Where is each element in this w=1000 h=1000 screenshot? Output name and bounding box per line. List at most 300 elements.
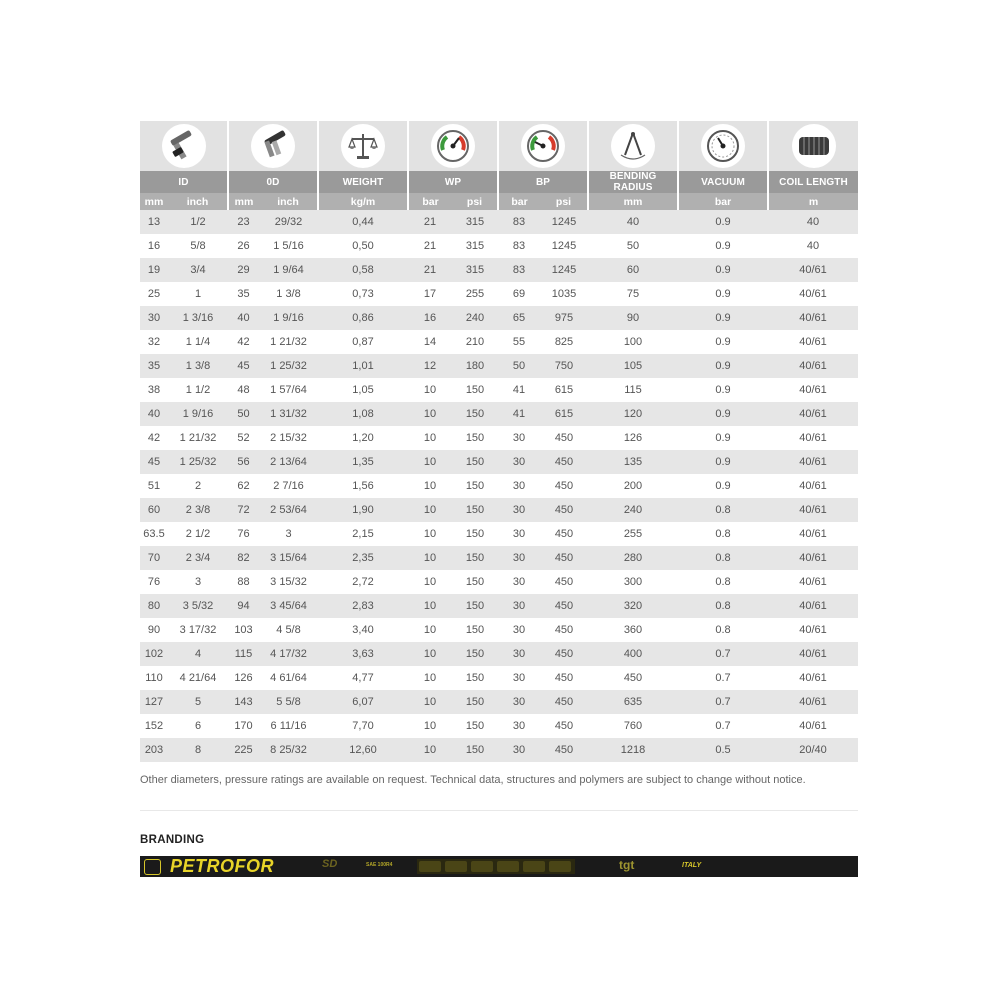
- table-cell: 105: [588, 354, 678, 378]
- table-cell: 450: [588, 666, 678, 690]
- table-cell: 1218: [588, 738, 678, 762]
- table-cell: 150: [452, 594, 498, 618]
- table-cell: 40/61: [768, 522, 858, 546]
- table-cell: 42: [140, 426, 168, 450]
- unit-header: mm: [228, 193, 259, 210]
- table-row: [140, 618, 858, 642]
- table-cell: 1 9/64: [259, 258, 318, 282]
- table-cell: 0.9: [678, 258, 768, 282]
- divider: [140, 810, 858, 811]
- table-cell: 280: [588, 546, 678, 570]
- column-group-header: WP: [408, 171, 498, 193]
- table-cell: 56: [228, 450, 259, 474]
- table-cell: 23: [228, 210, 259, 234]
- table-cell: 40/61: [768, 570, 858, 594]
- table-cell: 3: [259, 522, 318, 546]
- table-cell: 10: [408, 498, 452, 522]
- table-cell: 102: [140, 642, 168, 666]
- table-cell: 45: [140, 450, 168, 474]
- table-cell: 1 57/64: [259, 378, 318, 402]
- table-cell: 103: [228, 618, 259, 642]
- table-cell: 0.9: [678, 402, 768, 426]
- table-cell: 150: [452, 546, 498, 570]
- table-cell: 3,63: [318, 642, 408, 666]
- table-cell: 76: [140, 570, 168, 594]
- table-cell: 3/4: [168, 258, 228, 282]
- table-cell: 1 25/32: [259, 354, 318, 378]
- table-cell: 40/61: [768, 690, 858, 714]
- table-cell: 90: [588, 306, 678, 330]
- table-cell: 40/61: [768, 642, 858, 666]
- column-group-header: 0D: [228, 171, 318, 193]
- table-cell: 1 3/8: [168, 354, 228, 378]
- table-cell: 315: [452, 258, 498, 282]
- table-cell: 150: [452, 378, 498, 402]
- table-row: [140, 354, 858, 378]
- table-cell: 41: [498, 378, 540, 402]
- table-cell: 0.9: [678, 330, 768, 354]
- table-cell: 65: [498, 306, 540, 330]
- table-cell: 2,15: [318, 522, 408, 546]
- table-cell: 40/61: [768, 594, 858, 618]
- table-cell: 10: [408, 378, 452, 402]
- table-cell: 170: [228, 714, 259, 738]
- table-cell: 10: [408, 738, 452, 762]
- table-cell: 40/61: [768, 330, 858, 354]
- table-cell: 0,87: [318, 330, 408, 354]
- table-cell: 10: [408, 690, 452, 714]
- table-cell: 0.8: [678, 594, 768, 618]
- unit-header: bar: [408, 193, 452, 210]
- table-body: [140, 210, 858, 762]
- table-cell: 40: [768, 234, 858, 258]
- table-row: [140, 594, 858, 618]
- table-cell: 0.7: [678, 690, 768, 714]
- vacuum-gauge-icon: [701, 124, 745, 168]
- table-cell: 240: [452, 306, 498, 330]
- table-cell: 0.8: [678, 546, 768, 570]
- table-cell: 150: [452, 402, 498, 426]
- table-cell: 5: [168, 690, 228, 714]
- table-cell: 120: [588, 402, 678, 426]
- table-cell: 30: [498, 666, 540, 690]
- table-cell: 200: [588, 474, 678, 498]
- table-cell: 0.9: [678, 354, 768, 378]
- table-cell: 150: [452, 522, 498, 546]
- table-cell: 300: [588, 570, 678, 594]
- table-cell: 1 21/32: [168, 426, 228, 450]
- unit-header: bar: [678, 193, 768, 210]
- hose-coil-icon: [792, 124, 836, 168]
- table-cell: 450: [540, 642, 588, 666]
- table-cell: 150: [452, 474, 498, 498]
- table-cell: 750: [540, 354, 588, 378]
- table-cell: 320: [588, 594, 678, 618]
- table-cell: 30: [498, 714, 540, 738]
- table-cell: 30: [498, 594, 540, 618]
- table-cell: 40/61: [768, 546, 858, 570]
- table-cell: 615: [540, 378, 588, 402]
- table-cell: 450: [540, 522, 588, 546]
- weight-icon-cell: [318, 121, 408, 171]
- table-cell: 450: [540, 498, 588, 522]
- table-row: [140, 546, 858, 570]
- table-cell: 0.7: [678, 642, 768, 666]
- brand-standard-label: SAE 100R4: [366, 862, 393, 868]
- table-cell: 72: [228, 498, 259, 522]
- brand-country-label: ITALY: [682, 862, 702, 869]
- table-cell: 10: [408, 618, 452, 642]
- table-cell: 38: [140, 378, 168, 402]
- table-cell: 1245: [540, 234, 588, 258]
- table-row: [140, 306, 858, 330]
- table-cell: 21: [408, 234, 452, 258]
- table-cell: 635: [588, 690, 678, 714]
- table-cell: 115: [228, 642, 259, 666]
- wp-icon-cell: [408, 121, 498, 171]
- table-cell: 203: [140, 738, 168, 762]
- spec-table: [140, 121, 858, 762]
- table-row: [140, 522, 858, 546]
- table-cell: 19: [140, 258, 168, 282]
- brand-logo-icon: [144, 859, 161, 875]
- table-cell: 1 3/16: [168, 306, 228, 330]
- table-cell: 76: [228, 522, 259, 546]
- table-cell: 1 9/16: [168, 402, 228, 426]
- table-cell: 40: [140, 402, 168, 426]
- table-cell: 1,56: [318, 474, 408, 498]
- branding-print-bar: [140, 856, 858, 877]
- table-cell: 150: [452, 666, 498, 690]
- table-cell: 2: [168, 474, 228, 498]
- table-cell: 12,60: [318, 738, 408, 762]
- column-group-header: WEIGHT: [318, 171, 408, 193]
- table-cell: 450: [540, 618, 588, 642]
- table-cell: 180: [452, 354, 498, 378]
- table-cell: 82: [228, 546, 259, 570]
- unit-header: m: [768, 193, 858, 210]
- table-cell: 0.8: [678, 498, 768, 522]
- table-row: [140, 426, 858, 450]
- table-cell: 6,07: [318, 690, 408, 714]
- table-cell: 400: [588, 642, 678, 666]
- table-cell: 100: [588, 330, 678, 354]
- table-cell: 10: [408, 666, 452, 690]
- table-cell: 4: [168, 642, 228, 666]
- table-cell: 110: [140, 666, 168, 690]
- table-row: [140, 378, 858, 402]
- table-cell: 40/61: [768, 378, 858, 402]
- table-row: [140, 330, 858, 354]
- table-cell: 0,44: [318, 210, 408, 234]
- table-cell: 225: [228, 738, 259, 762]
- table-cell: 6 11/16: [259, 714, 318, 738]
- table-cell: 4 61/64: [259, 666, 318, 690]
- pressure-gauge-icon: [521, 124, 565, 168]
- table-cell: 150: [452, 618, 498, 642]
- table-cell: 50: [588, 234, 678, 258]
- table-row: [140, 738, 858, 762]
- table-cell: 1/2: [168, 210, 228, 234]
- table-cell: 90: [140, 618, 168, 642]
- table-cell: 2,35: [318, 546, 408, 570]
- table-cell: 450: [540, 690, 588, 714]
- table-cell: 40/61: [768, 498, 858, 522]
- table-cell: 1 1/4: [168, 330, 228, 354]
- unit-header: mm: [140, 193, 168, 210]
- table-cell: 83: [498, 210, 540, 234]
- table-cell: 10: [408, 642, 452, 666]
- table-cell: 62: [228, 474, 259, 498]
- table-cell: 1 5/16: [259, 234, 318, 258]
- table-cell: 7,70: [318, 714, 408, 738]
- table-cell: 40/61: [768, 354, 858, 378]
- table-cell: 0.9: [678, 378, 768, 402]
- table-row: [140, 642, 858, 666]
- icon-row: [140, 121, 858, 171]
- table-cell: 0.9: [678, 306, 768, 330]
- table-cell: 1245: [540, 210, 588, 234]
- table-cell: 1,05: [318, 378, 408, 402]
- table-cell: 30: [498, 546, 540, 570]
- table-cell: 83: [498, 234, 540, 258]
- unit-header-row: [140, 193, 858, 210]
- table-cell: 10: [408, 426, 452, 450]
- table-row: [140, 570, 858, 594]
- table-cell: 0,50: [318, 234, 408, 258]
- table-cell: 1,01: [318, 354, 408, 378]
- branding-heading: BRANDING: [140, 834, 205, 846]
- table-row: [140, 210, 858, 234]
- table-cell: 16: [140, 234, 168, 258]
- caliper-icon: [162, 124, 206, 168]
- table-cell: 0,73: [318, 282, 408, 306]
- table-cell: 40/61: [768, 618, 858, 642]
- table-cell: 2 13/64: [259, 450, 318, 474]
- table-cell: 152: [140, 714, 168, 738]
- table-cell: 0.9: [678, 210, 768, 234]
- table-row: [140, 690, 858, 714]
- table-cell: 30: [498, 618, 540, 642]
- table-cell: 41: [498, 402, 540, 426]
- table-cell: 2,83: [318, 594, 408, 618]
- table-cell: 975: [540, 306, 588, 330]
- table-cell: 3: [168, 570, 228, 594]
- table-cell: 63.5: [140, 522, 168, 546]
- unit-header: mm: [588, 193, 678, 210]
- table-cell: 1: [168, 282, 228, 306]
- table-cell: 450: [540, 474, 588, 498]
- table-cell: 1,08: [318, 402, 408, 426]
- table-cell: 1 9/16: [259, 306, 318, 330]
- table-cell: 88: [228, 570, 259, 594]
- table-cell: 0,86: [318, 306, 408, 330]
- vacuum-icon-cell: [678, 121, 768, 171]
- table-row: [140, 402, 858, 426]
- table-cell: 143: [228, 690, 259, 714]
- table-cell: 21: [408, 258, 452, 282]
- table-cell: 45: [228, 354, 259, 378]
- table-cell: 0.9: [678, 450, 768, 474]
- table-cell: 1,20: [318, 426, 408, 450]
- od-icon-cell: [228, 121, 318, 171]
- table-cell: 0.5: [678, 738, 768, 762]
- table-cell: 32: [140, 330, 168, 354]
- table-cell: 40/61: [768, 258, 858, 282]
- table-cell: 29/32: [259, 210, 318, 234]
- bending-radius-icon-cell: [588, 121, 678, 171]
- table-cell: 450: [540, 714, 588, 738]
- table-cell: 8: [168, 738, 228, 762]
- table-cell: 2 3/8: [168, 498, 228, 522]
- table-cell: 35: [140, 354, 168, 378]
- table-cell: 42: [228, 330, 259, 354]
- table-cell: 40: [588, 210, 678, 234]
- table-cell: 2 1/2: [168, 522, 228, 546]
- table-cell: 40/61: [768, 666, 858, 690]
- table-cell: 40/61: [768, 714, 858, 738]
- maker-logo: tgt: [619, 858, 635, 872]
- table-cell: 4 17/32: [259, 642, 318, 666]
- table-cell: 2 53/64: [259, 498, 318, 522]
- table-cell: 40/61: [768, 450, 858, 474]
- table-cell: 360: [588, 618, 678, 642]
- table-cell: 60: [140, 498, 168, 522]
- table-cell: 150: [452, 738, 498, 762]
- table-row: [140, 282, 858, 306]
- table-cell: 6: [168, 714, 228, 738]
- table-cell: 30: [498, 570, 540, 594]
- table-cell: 75: [588, 282, 678, 306]
- table-cell: 10: [408, 474, 452, 498]
- disclaimer-note: Other diameters, pressure ratings are available on request. Technical data, structures and polymers are subject to change without notice.: [140, 774, 806, 786]
- table-cell: 1 21/32: [259, 330, 318, 354]
- table-cell: 126: [228, 666, 259, 690]
- table-cell: 70: [140, 546, 168, 570]
- table-cell: 29: [228, 258, 259, 282]
- table-cell: 60: [588, 258, 678, 282]
- coil-length-icon-cell: [768, 121, 858, 171]
- table-cell: 30: [140, 306, 168, 330]
- table-cell: 2 15/32: [259, 426, 318, 450]
- brand-sd-label: SD: [322, 858, 338, 870]
- table-cell: 450: [540, 546, 588, 570]
- table-cell: 1,90: [318, 498, 408, 522]
- table-row: [140, 474, 858, 498]
- table-cell: 80: [140, 594, 168, 618]
- table-cell: 5/8: [168, 234, 228, 258]
- brand-name: PETROFOR: [170, 856, 275, 876]
- table-cell: 94: [228, 594, 259, 618]
- compass-icon: [611, 124, 655, 168]
- table-cell: 1,35: [318, 450, 408, 474]
- unit-header: inch: [259, 193, 318, 210]
- table-cell: 3 17/32: [168, 618, 228, 642]
- table-cell: 50: [228, 402, 259, 426]
- table-cell: 150: [452, 570, 498, 594]
- table-cell: 10: [408, 522, 452, 546]
- table-row: [140, 714, 858, 738]
- table-cell: 55: [498, 330, 540, 354]
- table-cell: 0.9: [678, 426, 768, 450]
- table-cell: 3 45/64: [259, 594, 318, 618]
- table-cell: 0.7: [678, 714, 768, 738]
- column-group-header: ID: [140, 171, 228, 193]
- hose-pattern-graphic: [417, 859, 575, 874]
- table-cell: 615: [540, 402, 588, 426]
- table-cell: 40: [228, 306, 259, 330]
- table-cell: 450: [540, 426, 588, 450]
- table-row: [140, 666, 858, 690]
- table-cell: 150: [452, 642, 498, 666]
- table-cell: 17: [408, 282, 452, 306]
- bp-icon-cell: [498, 121, 588, 171]
- table-cell: 450: [540, 570, 588, 594]
- table-cell: 16: [408, 306, 452, 330]
- id-icon-cell: [140, 121, 228, 171]
- table-cell: 26: [228, 234, 259, 258]
- caliper-icon: [251, 124, 295, 168]
- table-cell: 450: [540, 738, 588, 762]
- table-cell: 21: [408, 210, 452, 234]
- column-group-header: BP: [498, 171, 588, 193]
- column-group-header-row: [140, 171, 858, 193]
- table-cell: 1 3/8: [259, 282, 318, 306]
- table-cell: 10: [408, 402, 452, 426]
- table-cell: 0.7: [678, 666, 768, 690]
- table-cell: 40/61: [768, 474, 858, 498]
- table-cell: 2 3/4: [168, 546, 228, 570]
- table-cell: 1 1/2: [168, 378, 228, 402]
- table-cell: 69: [498, 282, 540, 306]
- table-cell: 8 25/32: [259, 738, 318, 762]
- table-cell: 30: [498, 690, 540, 714]
- table-cell: 13: [140, 210, 168, 234]
- table-cell: 150: [452, 690, 498, 714]
- column-group-header: COIL LENGTH: [768, 171, 858, 193]
- table-cell: 40: [768, 210, 858, 234]
- table-cell: 30: [498, 450, 540, 474]
- table-cell: 1 25/32: [168, 450, 228, 474]
- table-cell: 48: [228, 378, 259, 402]
- spec-table-container: [140, 121, 858, 762]
- table-cell: 2,72: [318, 570, 408, 594]
- table-cell: 35: [228, 282, 259, 306]
- table-cell: 150: [452, 498, 498, 522]
- table-cell: 0,58: [318, 258, 408, 282]
- table-cell: 825: [540, 330, 588, 354]
- table-cell: 30: [498, 522, 540, 546]
- table-cell: 40/61: [768, 402, 858, 426]
- table-cell: 210: [452, 330, 498, 354]
- table-cell: 10: [408, 570, 452, 594]
- table-cell: 30: [498, 426, 540, 450]
- table-cell: 0.9: [678, 282, 768, 306]
- table-cell: 450: [540, 594, 588, 618]
- table-cell: 3 15/64: [259, 546, 318, 570]
- table-cell: 4,77: [318, 666, 408, 690]
- unit-header: inch: [168, 193, 228, 210]
- table-cell: 40/61: [768, 426, 858, 450]
- column-group-header: VACUUM: [678, 171, 768, 193]
- table-cell: 25: [140, 282, 168, 306]
- unit-header: psi: [452, 193, 498, 210]
- table-cell: 83: [498, 258, 540, 282]
- table-cell: 150: [452, 714, 498, 738]
- table-cell: 5 5/8: [259, 690, 318, 714]
- table-cell: 135: [588, 450, 678, 474]
- table-cell: 30: [498, 738, 540, 762]
